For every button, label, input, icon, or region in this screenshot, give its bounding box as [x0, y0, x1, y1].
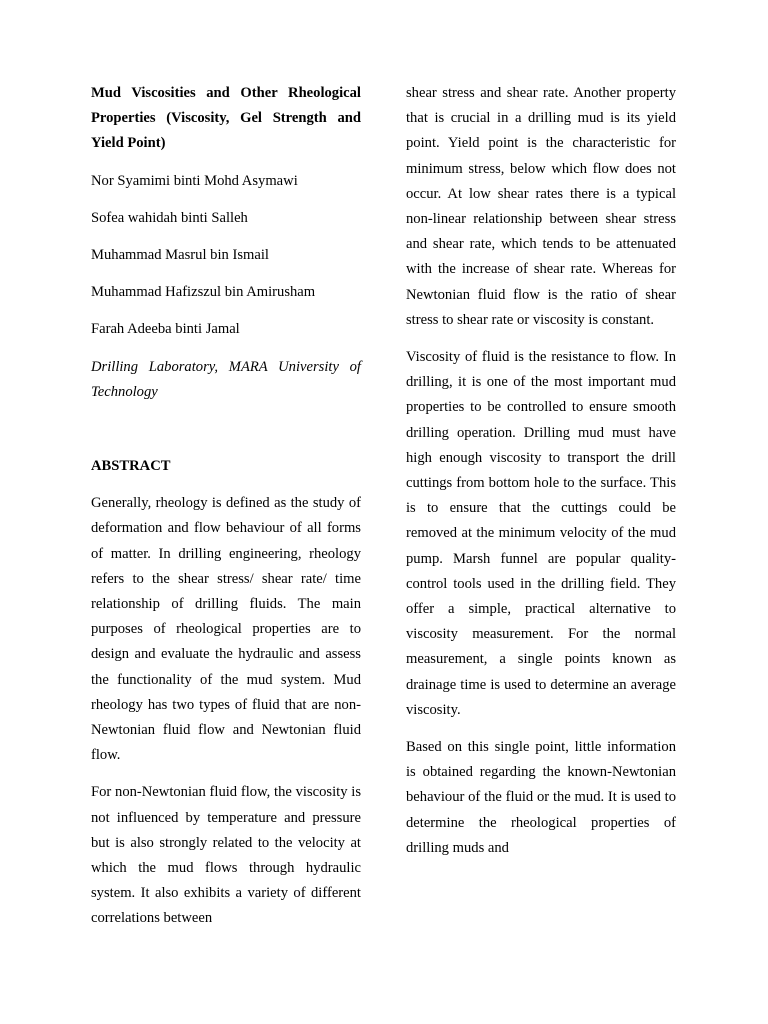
paper-title: Mud Viscosities and Other Rheological Properties (Viscosity, Gel Strength and Yield Point): [91, 85, 361, 152]
body-paragraph: Based on this single point, little information is obtained regarding the known-Newtonian behaviour of the fluid or the mud. It is used to determine the rheological properties of drilling muds and: [406, 739, 676, 856]
author-name: Sofea wahidah binti Salleh: [91, 209, 248, 226]
left-column: [91, 81, 361, 944]
author-name: Muhammad Hafizszul bin Amirusham: [91, 284, 316, 301]
right-column: [406, 81, 676, 873]
author-name: Muhammad Masrul bin Ismail: [91, 247, 269, 264]
abstract-heading: ABSTRACT: [91, 458, 171, 475]
abstract-paragraph: Generally, rheology is defined as the study of deformation and flow behaviour of all forms of matter. In drilling engineering, rheology refers to the shear stress/ shear rate/ time relationship of drilling fluids. The main purposes of rheological properties are to design and evaluate the hydraulic and assess the functionality of the mud system. Mud rheology has two types of fluid that are non-Newtonian fluid flow and Newtonian fluid flow.: [91, 495, 361, 764]
body-paragraph: For non-Newtonian fluid flow, the viscosity is not influenced by temperature and pressure but is also strongly related to the velocity at which the mud flows through hydraulic system. It also exhibits a variety of different correlations between: [91, 784, 361, 927]
body-paragraph: shear stress and shear rate. Another property that is crucial in a drilling mud is its yield point. Yield point is the characteristic for minimum stress, below which flow does not occur. At low shear rates there is a typical non-linear relationship between shear stress and shear rate, which tends to be attenuated with the increase of shear rate. Whereas for Newtonian fluid flow is the ratio of shear stress to shear rate or viscosity is constant.: [406, 85, 676, 328]
affiliation: Drilling Laboratory, MARA University of Technology: [91, 358, 361, 400]
author-name: Farah Adeeba binti Jamal: [91, 321, 240, 338]
author-name: Nor Syamimi binti Mohd Asymawi: [91, 172, 298, 189]
body-paragraph: Viscosity of fluid is the resistance to flow. In drilling, it is one of the most important mud properties to be controlled to ensure smooth drilling operation. Drilling mud must have high enough viscosity to transport the drill cuttings from bottom hole to the surface. This is to ensure that the cuttings could be removed at the minimum velocity of the mud pump. Marsh funnel are popular quality-control tools used in the drilling field. They offer a simple, practical alternative to viscosity measurement. For the normal measurement, a single points known as drainage time is used to determine an average viscosity.: [406, 349, 676, 718]
